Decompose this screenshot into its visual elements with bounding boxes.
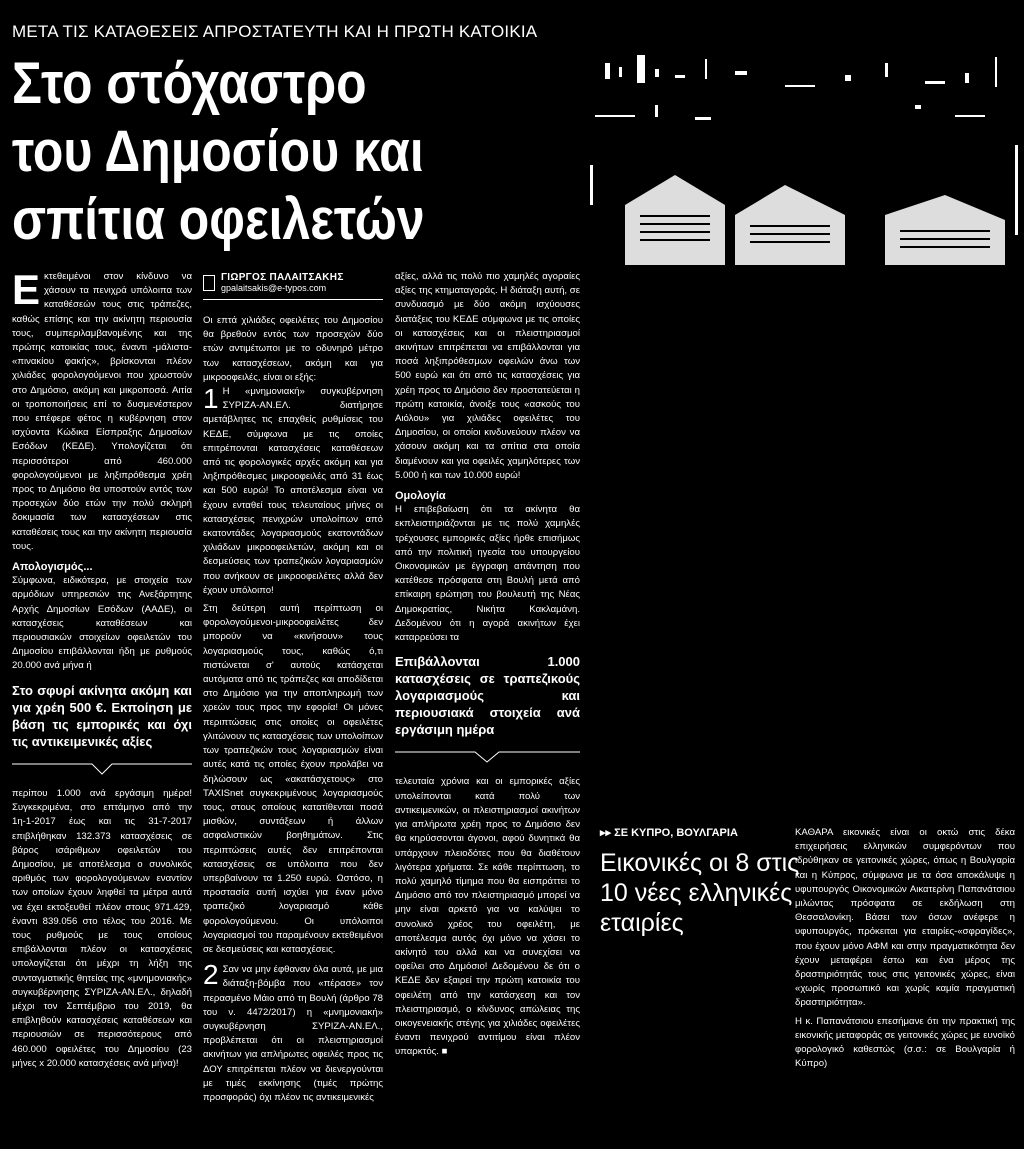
author-name: ΓΙΩΡΓΟΣ ΠΑΛΑΙΤΣΑΚΗΣ	[221, 272, 344, 283]
number-two: 2	[203, 959, 219, 991]
col2-para2: Η «μνημονιακή» συγκυβέρνηση ΣΥΡΙΖΑ-ΑΝ.ΕΛ. διατήρησε αμετάβλητες τις επαχθείς ρυθμίσεις του ΚΕΔΕ, σύμφωνα με τις οποίες επιτρέπονται κατασχέσεις καταθέσεων από τις φορολογικές αρχές ακόμη και για ληξιπρόθεσμες μικροοφειλές από 31 έως και 500 ευρώ! Το αποτέλεσμα είναι να έχουν ενταθεί τους τελευταίους μήνες οι κατασχέσεις πενιχρών υπολοίπων από εκατοντάδες λογαριασμούς εκατοντάδων χιλιάδων μικροοφειλετών, ακόμη και οι δεσμεύσεις των τραπεζικών λογαριασμών που ανήκουν σε μικροοφειλέτες αλλά δεν έχουν υπόλοιπο!	[203, 386, 383, 596]
col3-para3: τελευταία χρόνια και οι εμπορικές αξίες υπολείπονται κατά πολύ των αντικειμενικών, οι πλειστηριασμοί ακινήτων για απλήρωτα χρέη προς το Δημόσιο δεν θα κηρύσσονται άγονοι, αφού δυνητικά θα υπάρχουν πλειοδότες που θα διαθέτουν λιγότερα χρήματα. Σε κάθε περίπτωση, το πολύ χαμηλό τίμημα που θα εισπράττει το Δημόσιο από τον πλειστηριασμό μπορεί να μην είναι αρκετό για να καλύψει το συνολικό χρέος του οφειλέτη, με αποτέλεσμα αυτός όχι μόνο να χάσει το ακίνητό του αλλά και να συνεχίσει να οφείλει στο Δημόσιο! Δεδομένου δε ότι ο ΚΕΔΕ δεν εξαιρεί την πρώτη κατοικία του οφειλέτη από την κατάσχεση και τον πλειστηριασμό, ο κίνδυνος απώλειας της οικογενειακής στέγης για χιλιάδες οφειλέτες έναντι πενιχρού αντιτίμου είναι πλέον υπαρκτός. ■	[395, 776, 580, 1058]
city-night-photo	[585, 45, 1024, 265]
col2-para3: Στη δεύτερη αυτή περίπτωση οι φορολογούμενοι-μικροοφειλέτες δεν μπορούν να «κινήσουν» τους λογαριασμούς τους, καθώς ό,τι πιστώνεται σ' αυτούς κατάσχεται αυτόματα από τις τράπεζες και αποδίδεται στο Δημόσιο για την αποπληρωμή των χρεών τους προς την εφορία! Οι μόνες περιπτώσεις στις οποίες οι οφειλέτες γλιτώνουν τις κατασχέσεις των υπολοίπων των τραπεζικών τους λογαριασμών είναι αυτές κατά τις οποίες έχουν προλάβει να δηλώσουν ως «ακατάσχετους» στο TAXISnet συγκεκριμένους λογαριασμούς τους, στους οποίους κατατίθενται ποσά μισθών, συντάξεων ή άλλων ασφαλιστικών βοηθημάτων. Στις περιπτώσεις αυτές δεν επιτρέπονται κατασχέσεις σε υπόλοιπα που δεν υπερβαίνουν τα 1.250 ευρώ. Ωστόσο, η προστασία αυτή ισχύει για έναν μόνο τραπεζικό λογαριασμό κάθε φορολογούμενου. Οι υπόλοιποι λογαριασμοί του παραμένουν εκτεθειμένοι σε δεσμεύσεις και κατασχέσεις.	[203, 603, 383, 955]
col2-para4: Σαν να μην έφθαναν όλα αυτά, με μια διάταξη-βόμβα που «πέρασε» τον περασμένο Μάιο από τη Βουλή (άρθρο 78 του ν. 4472/2017) η «μνημονιακή» συγκυβέρνηση ΣΥΡΙΖΑ-ΑΝ.ΕΛ., προβλέπεται ότι οι πλειστηριασμοί ακινήτων για απλήρωτες οφειλές προς τις ΔΟΥ επιτρέπεται πλέον να διενεργούνται με τιμές εκκίνησης (τιμές πρώτης προσφοράς) όχι πλέον τις αντικειμενικές	[203, 964, 383, 1103]
byline	[203, 272, 383, 300]
col3-para1: αξίες, αλλά τις πολύ πιο χαμηλές αγοραίες αξίες της κτηματαγοράς. Η διάταξη αυτή, σε συνδυασμό με δύο ακόμη ισχύουσες διατάξεις του ΚΕΔΕ σύμφωνα με τις οποίες οι κατασχέσεις και οι πλειστηριασμοί ακινήτων επιτρέπεται να επιβάλλονται για ποσά ληξιπρόθεσμων οφειλών άνω των 500 ευρώ και ότι από τις κατασχέσεις για χρέη προς το Δημόσιο δεν προστατεύεται η πρώτη κατοικία, άνοιξε τους «ασκούς του Αιόλου» για χιλιάδες οφειλέτες του Δημοσίου, οι οποίοι κινδυνεύουν πλέον να χάσουν ακόμη και τα σπίτια στα οποία διαμένουν και για οφειλές χαμηλότερες των 5.000 ή και των 10.000 ευρώ!	[395, 271, 580, 481]
column-2	[203, 314, 383, 1105]
headline-line-3: σπίτια οφειλετών	[12, 187, 425, 252]
col3-pullquote: Επιβάλλονται 1.000 κατασχέσεις σε τραπεζικούς λογαριασμούς και περιουσιακά στοιχεία ανά εργάσιμη ημέρα	[395, 654, 580, 738]
column-3	[395, 270, 580, 1060]
column-1	[12, 266, 192, 1071]
col2-para1: Οι επτά χιλιάδες οφειλέτες του Δημοσίου θα βρεθούν εντός των προσεχών δύο ετών αντιμέτωποι με το οδυνηρό μέτρο των κατασχέσεων, ακόμη και για μικροοφειλές, είναι οι εξής:	[203, 315, 383, 383]
kicker: ΜΕΤΑ ΤΙΣ ΚΑΤΑΘΕΣΕΙΣ ΑΠΡΟΣΤΑΤΕΥΤΗ ΚΑΙ Η ΠΡΩΤΗ ΚΑΤΟΙΚΙΑ	[12, 22, 538, 41]
number-one: 1	[203, 383, 219, 415]
col1-subhead: Απολογισμός...	[12, 561, 93, 574]
sidebar-para2: Η κ. Παπανάτσιου επεσήμανε ότι την πρακτική της εικονικής μεταφοράς σε γειτονικές χώρες με ευνοϊκό φορολογικό καθεστώς (σ.σ.: σε Βουλγαρία ή Κύπρο)	[795, 1015, 1015, 1070]
pen-icon	[203, 275, 215, 291]
divider-arrow-2	[395, 748, 580, 766]
sidebar-body	[795, 826, 1015, 1071]
sidebar-kicker: ▸▸ ΣΕ ΚΥΠΡΟ, ΒΟΥΛΓΑΡΙΑ	[600, 827, 738, 839]
col1-pullquote: Στο σφυρί ακίνητα ακόμη και για χρέη 500 €. Εκποίηση με βάση τις εμπορικές και όχι τις αντικειμενικές αξίες	[12, 682, 192, 749]
byline-rule	[203, 299, 383, 300]
sidebar-para1: ΚΑΘΑΡΑ εικονικές είναι οι οκτώ στις δέκα επιχειρήσεις ελληνικών συμφερόντων που ιδρύθηκαν σε γειτονικές χώρες, όπως η Βουλγαρία και η Κύπρος, σύμφωνα με τα όσα αποκάλυψε η υφυπουργός Οικονομικών Αικατερίνη Παπανάτσιου μιλώντας πρόσφατα σε εκδήλωση στη Θεσσαλονίκη. Βάσει των όσων ανέφερε η υφυπουργός, πρόκειται για εταιρίες-«σφραγίδες», που έχουν μόνο ΑΦΜ και στην πραγματικότητα δεν έχουν μεταφέρει έστω και ένα μέρος της δραστηριότητάς τους στις γειτονικές χώρες, είναι «χωρίς προσωπικό και χωρίς καμία πραγματική δραστηριότητα».	[795, 827, 1015, 1009]
sidebar-title: Εικονικές οι 8 στις 10 νέες ελληνικές εταιρίες	[600, 849, 800, 937]
headline	[12, 50, 582, 254]
col3-para2: Η επιβεβαίωση ότι τα ακίνητα θα εκπλειστηριάζονται με τις πολύ χαμηλές τρέχουσες εμπορικές αξίες ήρθε επισήμως από την πολιτική ηγεσία του υπουργείου Οικονομικών με έγγραφη απάντηση που κατέθεσε πρόσφατα στη Βουλή μετά από επίκαιρη ερώτηση του βουλευτή της Νέας Δημοκρατίας, Νικήτα Κακλαμάνη. Δεδομένου ότι η αγορά ακινήτων έχει καταρρεύσει τα	[395, 504, 580, 644]
dropcap: Ε	[12, 266, 41, 313]
headline-line-1: Στο στόχαστρο	[12, 51, 367, 116]
col1-intro: κτεθειμένοι στον κίνδυνο να χάσουν τα πενιχρά υπόλοιπα των καταθέσεών τους στις τράπεζες, καθώς επίσης και την ακίνητη περιουσία τους, συμπεριλαμβανομένης και της πρώτης κατοικίας τους, έναντι -μάλιστα- «πινακίου φακής», βρίσκονται πλέον χιλιάδες φορολογούμενοι που χρωστούν στο Δημόσιο, ακόμη και μικροποσά. Αιτία οι τροποποιήσεις επί το δυσμενέστερον που επέφερε φέτος η κυβέρνηση στον ισχύοντα Κώδικα Είσπραξης Δημοσίων Εσόδων (ΚΕΔΕ). Υπολογίζεται ότι περισσότεροι από 460.000 φορολογούμενοι με ληξιπρόθεσμα χρέη προς το Δημόσιο θα υποστούν εντός των προσεχών δύο ετών την πολύ σκληρή δοκιμασία των κατασχέσεων στις καταθέσεις τους και την ακίνητη περιουσία τους.	[12, 271, 192, 552]
author-email: gpalaitsakis@e-typos.com	[221, 283, 327, 293]
headline-line-2: του Δημοσίου και	[12, 119, 424, 184]
col1-para2: Σύμφωνα, ειδικότερα, με στοιχεία των αρμόδιων υπηρεσιών της Ανεξάρτητης Αρχής Δημοσίων Εσόδων (ΑΑΔΕ), οι κατασχέσεις καταθέσεων και περιουσιακών στοιχείων οφειλετών του Δημοσίου επιβάλλονται ήδη με ρυθμούς 20.000 ανά μήνα ή	[12, 575, 192, 672]
col3-subhead: Ομολογία	[395, 490, 446, 503]
col1-para3: περίπου 1.000 ανά εργάσιμη ημέρα! Συγκεκριμένα, στο επτάμηνο από την 1η-1-2017 έως και τις 31-7-2017 επιβλήθηκαν 132.373 κατασχέσεις σε βάρος ισάριθμων οφειλετών του Δημοσίου, με αποτέλεσμα ο συνολικός αριθμός των φορολογούμενων εναντίον των οποίων έχουν ληφθεί τα μέτρα αυτά να έχει εκτοξευθεί πλέον στους 971.429, έναντι 839.056 στο τέλος του 2016. Με τους ρυθμούς με τους οποίους επιβάλλονται πλέον οι κατασχέσεις υπολογίζεται ότι μέχρι τη λήξη της συνταγματικής θητείας της «μνημονιακής» συγκυβέρνησης ΣΥΡΙΖΑ-ΑΝ.ΕΛ., δηλαδή μέχρι τον Σεπτέμβριο του 2019, θα επιβληθούν κατασχέσεις καταθέσεων και περιουσιών σε περισσότερους από 460.000 οφειλέτες του Δημοσίου (23 μήνες x 20.000 κατασχέσεις ανά μήνα)!	[12, 787, 192, 1069]
divider-arrow	[12, 760, 192, 778]
